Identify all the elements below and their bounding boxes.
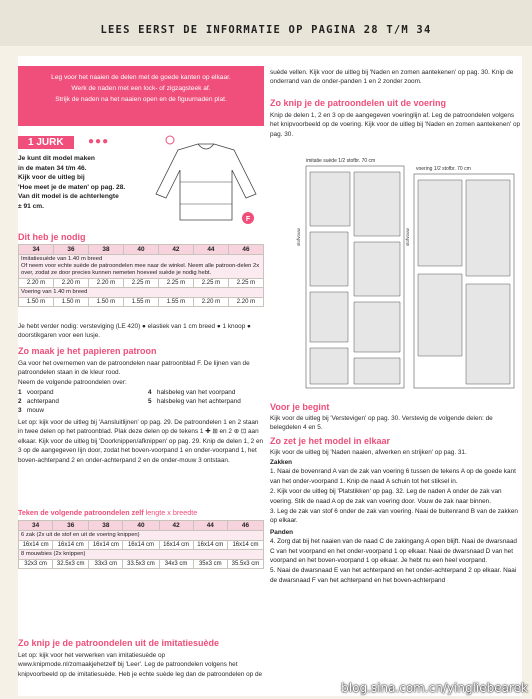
subsection-title: Panden <box>270 528 294 536</box>
list-item: 2 achterpand <box>18 398 59 405</box>
table-row: 1.50 m 1.50 m 1.50 m 1.55 m 1.55 m 2.20 m 2.20 m <box>19 298 264 307</box>
section-title-papier: Zo maak je het papieren patroon <box>18 346 157 356</box>
imitatie-knip-text: Let op: kijk voor het verwerken van imitatiesuède op www.knipmode.nl/zomaakjehetzelf bij 'Leer'. Leg de patroondelen volgens het knipvoorbeeld op de imitatiesuède. Heb je echte suède leg dan de patroondelen op de <box>18 652 263 678</box>
list-item: 3. Leg de zak van stof 6 onder de zak van voering. Naai de buitenrand B van de zakken op elkaar. <box>270 508 518 525</box>
model-line: ± 91 cm. <box>18 202 44 210</box>
list-item: 1. Naai de bovenrand A van de zak van voering 6 tussen de tekens A op de goede kant van het onder-voorpand 1. Knip de naad A schuin tot het stiksel in. <box>270 468 516 485</box>
papier-needs: Neem de volgende patroondelen over: <box>18 379 127 386</box>
size-header: 44 <box>193 245 228 255</box>
watermark: blog.sina.com.cn/yingliebearek <box>341 681 528 695</box>
extra-materials: Je hebt verder nodig: versteviging (LE 420) ● elastiek van 1 cm breed ● 1 knoop ● doorstikgaren voor een lusje. <box>18 323 251 340</box>
elkaar-text: Kijk voor de uitleg bij 'Naden naaien, afwerken en strijken' op pag. 31. <box>270 449 467 456</box>
papier-text: Ga voor het overnemen van de patroondelen naar patroonblad F. De lijnen van de patroondelen staan in de kleur rood. <box>18 360 250 377</box>
fold-label: stofvouw <box>405 228 410 246</box>
diagram-label-right: voering 1/2 stofbr. 70 cm <box>416 166 471 172</box>
size-header: 42 <box>158 245 193 255</box>
right-top-text: suède vellen. Kijk voor de uitleg bij 'Naden en zomen aantekenen' op pag. 30. Knip de onderrand van de onder-panden 1 en 2 zonder zoom. <box>270 69 514 86</box>
intro-line: Leg voor het naaien de delen met de goede kanten op elkaar. <box>51 74 231 81</box>
measure-table <box>18 520 264 569</box>
table-row: 2.20 m 2.20 m 2.20 m 2.25 m 2.25 m 2.25 m 2.25 m <box>19 279 264 288</box>
list-item: 4 halsbeleg van het voorpand <box>148 389 236 396</box>
page-header <box>0 0 532 46</box>
voering-knip-text: Knip de delen 1, 2 en 3 op de aangegeven voeringlijn af. Leg de patroondelen volgens het knipvoorbeeld op de voering. Kijk voor de uitleg bij 'Naden en zomen aantekenen' op pag. 30. <box>270 112 521 138</box>
size-header: 38 <box>88 245 123 255</box>
model-description <box>18 154 148 211</box>
model-line: Kijk voor de uitleg bij <box>18 174 85 181</box>
section-title-nodig: Dit heb je nodig <box>18 232 86 242</box>
model-tag: 1 JURK <box>18 136 74 149</box>
table-row: 16x14 cm 16x14 cm 16x14 cm 16x14 cm 16x14 cm 16x14 cm 16x14 cm <box>19 541 264 550</box>
table-note: 8 mouwbies (2x knippen) <box>19 550 264 560</box>
table-note: Voering van 1.40 m breed <box>19 288 264 298</box>
table-header-row <box>19 245 264 255</box>
table-note: Imitatiesuède van 1.40 m breed Of neem voor echte suède de patroondelen mee naar de winkel. Neem alle patroon-delen 2x over, zodat ze door precies kunnen nemeten hoeveel suède je nodig hebt. <box>19 255 264 279</box>
size-header: 36 <box>53 245 88 255</box>
subsection-title: Zakken <box>270 459 293 466</box>
size-header: 46 <box>228 245 263 255</box>
model-line: 'Hoe meet je de maten' op pag. 28. <box>18 183 126 191</box>
section-title-elkaar: Zo zet je het model in elkaar <box>270 436 391 446</box>
section-title-teken: Teken de volgende patroondelen zelf <box>18 508 144 517</box>
garment-sketch <box>148 132 264 227</box>
svg-text:F: F <box>245 216 251 223</box>
list-item: 3 mouw <box>18 407 44 414</box>
steps <box>270 458 522 585</box>
teken-title-line <box>18 508 264 517</box>
intro-box <box>18 66 264 126</box>
teken-subtitle: lengte x breedte <box>145 508 198 517</box>
size-header: 40 <box>123 245 158 255</box>
section-title-begin: Voor je begint <box>270 402 330 412</box>
table-note: 6 zak (2x uit de stof en uit de voering knippen) <box>19 531 264 541</box>
begin-text: Kijk voor de uitleg bij 'Verstevigen' op pag. 30. Verstevig de volgende delen: de belegdelen 4 en 5. <box>270 415 493 432</box>
section-title-voering-knip: Zo knip je de patroondelen uit de voering <box>270 98 447 108</box>
model-line: in de maten 34 t/m 46. <box>18 164 87 172</box>
intro-line: Strijk de naden na het naaien open en de figuurnaden plat. <box>55 96 227 103</box>
list-item: 4. Zorg dat bij het naaien van de naad C de zakingang A open blijft. Naai de dwarsnaad C van het voorpand en het onder-voorpand 1 op elkaar. Naai de dwarsnaad D van het voorpand en het boven-voorpand 1 op elkaar. Je hebt nu een heel voorpand. <box>270 538 517 565</box>
materials-table <box>18 244 264 307</box>
list-item: 5 halsbeleg van het achterpand <box>148 398 241 405</box>
at-sign-icon <box>166 136 174 144</box>
magazine-page <box>18 56 522 696</box>
papier-instructions: Let op: kijk voor de uitleg bij 'Aansluitlijnen' op pag. 29. De patroondelen 1 en 2 staan in twee delen op het patroonblad. Plak deze delen op de tekens 1 ✚ ⊞ en 2 ⊕ ⊡ aan elkaar. Kijk voor de uitleg bij 'Doorknippen/afknippen' op pag. 29. Knip de delen 1, 2 en 3 op de aangegeven lijn door, zodat het boven-voorpand 1 en onder-voorpand 1, het boven-achterpand 2 en onder-achterpand 2 en de onder-mouw 3 ontstaan. <box>18 419 264 464</box>
table-row: 32x3 cm 32.5x3 cm 33x3 cm 33.5x3 cm 34x3 cm 35x3 cm 35.5x3 cm <box>19 560 264 569</box>
intro-line: Werk de naden met een lock- of zigzagsteek af. <box>71 85 211 92</box>
header-title: LEES EERST DE INFORMATIE OP PAGINA 28 T/M 34 <box>100 24 432 36</box>
list-item: 2. Kijk voor de uitleg bij 'Platstikken' op pag. 32. Leg de naden A onder de zak van voering. Stik de naad A op de zak van voering door. Vouw de zak naar binnen. <box>270 488 502 505</box>
section-title-imitatie-knip: Zo knip je de patroondelen uit de imitatiesuède <box>18 638 220 648</box>
diagram-label-left: imitatie suède 1/2 stofbr. 70 cm <box>306 158 376 164</box>
model-line: Je kunt dit model maken <box>18 155 95 162</box>
table-header-row: 34 36 38 40 42 44 46 <box>19 521 264 531</box>
difficulty-dots: ●●● <box>88 136 110 147</box>
list-item: 5. Naai de dwarsnaad E van het achterpand en het onder-achterpand 2 op elkaar. Naai de dwarsnaad F van het achterpand en het boven-achterpand <box>270 567 517 584</box>
cutting-layout-diagram <box>296 156 518 391</box>
model-line: Van dit model is de achterlengte <box>18 193 119 200</box>
list-item: 1 voorpand <box>18 389 54 396</box>
fold-label: stofvouw <box>296 228 301 246</box>
size-header: 34 <box>19 245 54 255</box>
